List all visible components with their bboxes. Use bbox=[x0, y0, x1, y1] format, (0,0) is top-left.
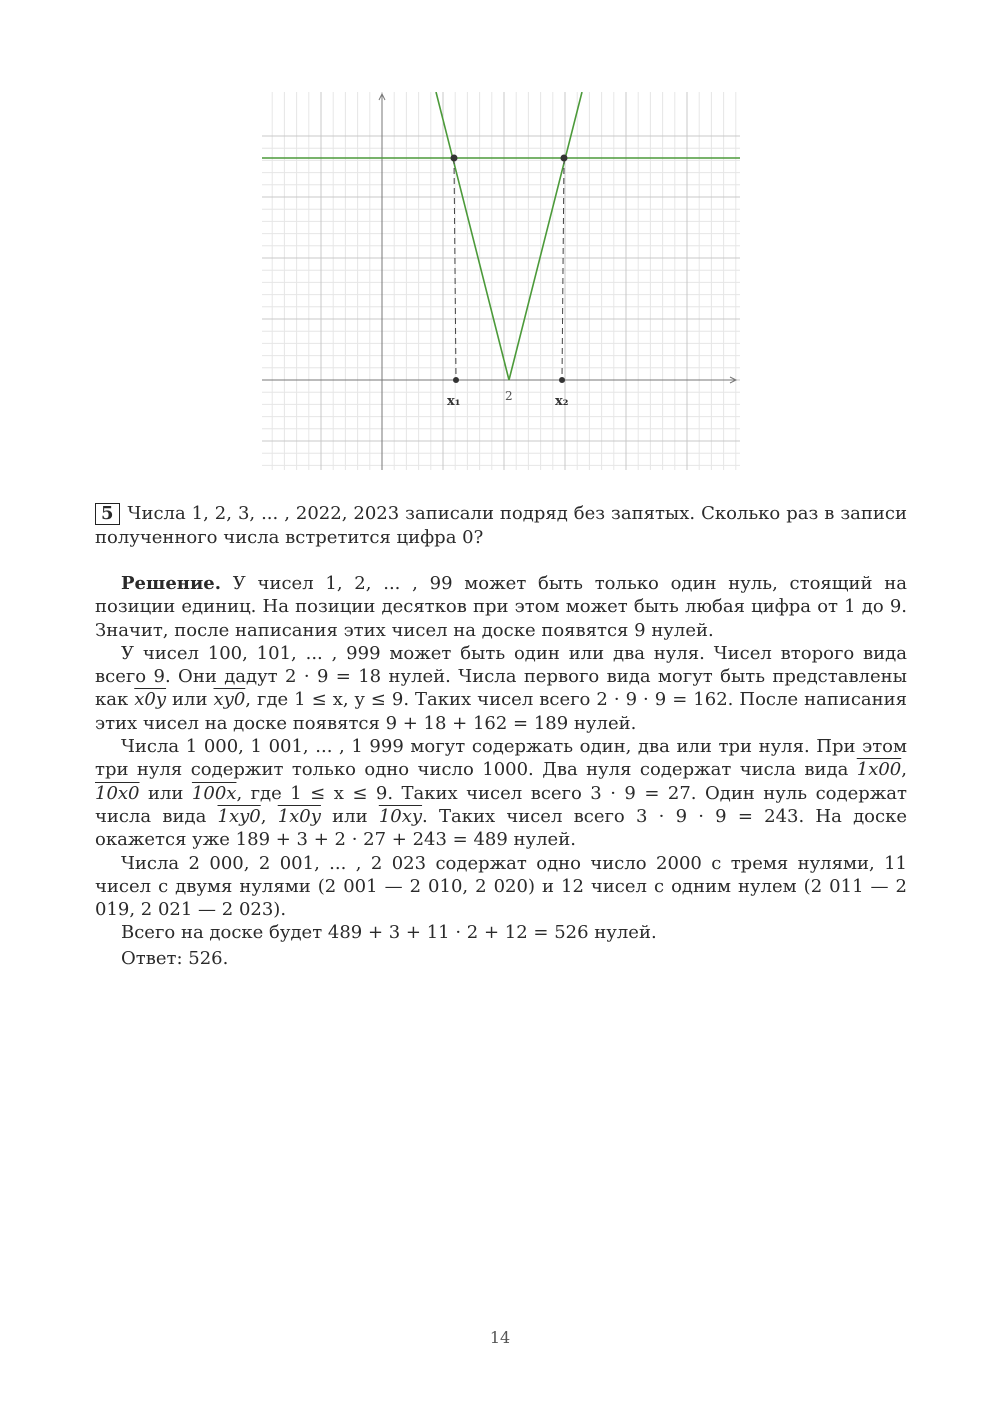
intersection-point-left bbox=[451, 155, 458, 162]
solution-text-2b: , где 1 ≤ x, y ≤ 9. Таких чисел всего 2 · 9 · 9 = 162. После написания этих чисел на доске появятся 9 + 18 + 162 = 189 нулей. bbox=[95, 689, 907, 734]
solution-paragraph-2 bbox=[95, 642, 907, 735]
point-x1 bbox=[453, 377, 459, 383]
overline-x0y: x0y bbox=[134, 689, 167, 711]
solution-paragraph-3: Числа 1 000, 1 001, ... , 1 999 могут содержать один, два или три нуля. При этом три нуля содержит только одно число 1000. Два нуля содержат числа вида 1x00, 10x0 или 100x, где 1 ≤ x ≤ 9. Таких чисел всего 3 · 9 = 27. Один нуль содержат числа вида 1xy0, 1x0y или 10xy. Таких чисел всего 3 · 9 · 9 = 243. На доске окажется уже 189 + 3 + 2 · 27 + 243 = 489 нулей. bbox=[95, 736, 907, 851]
solution-text-3a: Числа 1 000, 1 001, ... , 1 999 могут содержать один, два или три нуля. При этом три нуля содержит только одно число 1000. Два нуля содержат числа вида bbox=[95, 736, 907, 781]
intersection-point-right bbox=[561, 155, 568, 162]
problem-statement bbox=[95, 502, 907, 550]
grid bbox=[262, 92, 740, 470]
solution-paragraph-5: Всего на доске будет 489 + 3 + 11 · 2 + 12 = 526 нулей. bbox=[121, 922, 657, 944]
label-x1: x₁ bbox=[447, 394, 461, 409]
solution-text-2a: У чисел 100, 101, ... , 999 может быть один или два нуля. Чисел второго вида всего 9. Они дадут 2 · 9 = 18 нулей. Числа первого вида могут быть представлены как bbox=[95, 642, 907, 711]
label-x2: x₂ bbox=[555, 394, 569, 409]
solution-text-1: У чисел 1, 2, ... , 99 может быть только один нуль, стоящий на позиции единиц. На позиции десятков при этом может быть любая цифра от 1 до 9. Значит, после написания этих чисел на доске появятся 9 нулей. bbox=[95, 573, 907, 641]
graph-figure bbox=[262, 92, 740, 470]
solution bbox=[95, 572, 907, 945]
problem-text: Числа 1, 2, 3, ... , 2022, 2023 записали подряд без запятых. Сколько раз в записи полученного числа встретится цифра 0? bbox=[95, 503, 907, 548]
dashed-line-x2 bbox=[562, 158, 564, 380]
solution-text-3c: . Таких чисел всего 3 · 9 · 9 = 243. На доске окажется уже 189 + 3 + 2 · 27 + 243 = 489 нулей. bbox=[95, 805, 907, 851]
solution-paragraph-1 bbox=[95, 572, 907, 642]
word-or: или bbox=[332, 805, 368, 827]
solution-text-3b: , где 1 ≤ x ≤ 9. Таких чисел всего 3 · 9 = 27. Один нуль содержат числа вида bbox=[95, 782, 907, 827]
point-x2 bbox=[559, 377, 565, 383]
overline-1xy0: 1xy0 bbox=[217, 805, 261, 827]
overline-100x: 100x bbox=[191, 782, 237, 804]
word-or: или bbox=[172, 689, 208, 711]
overline-1x0y: 1x0y bbox=[277, 805, 321, 827]
overline-1x00: 1x00 bbox=[856, 759, 902, 781]
problem-number: 5 bbox=[95, 503, 120, 525]
label-two: 2 bbox=[505, 389, 513, 403]
overline-xy0: xy0 bbox=[213, 689, 246, 711]
overline-10xy: 10xy bbox=[378, 805, 423, 827]
page-number: 14 bbox=[489, 1328, 511, 1347]
answer: Ответ: 526. bbox=[121, 948, 229, 969]
overline-10x0: 10x0 bbox=[95, 782, 140, 804]
solution-label: Решение. bbox=[121, 573, 222, 594]
word-or: или bbox=[148, 782, 184, 804]
solution-paragraph-4: Числа 2 000, 2 001, ... , 2 023 содержат одно число 2000 с тремя нулями, 11 чисел с двумя нулями (2 001 — 2 010, 2 020) и 12 чисел с одним нулем (2 011 — 2 019, 2 021 — 2 023). bbox=[95, 852, 907, 921]
v-shaped-graph bbox=[436, 92, 582, 380]
